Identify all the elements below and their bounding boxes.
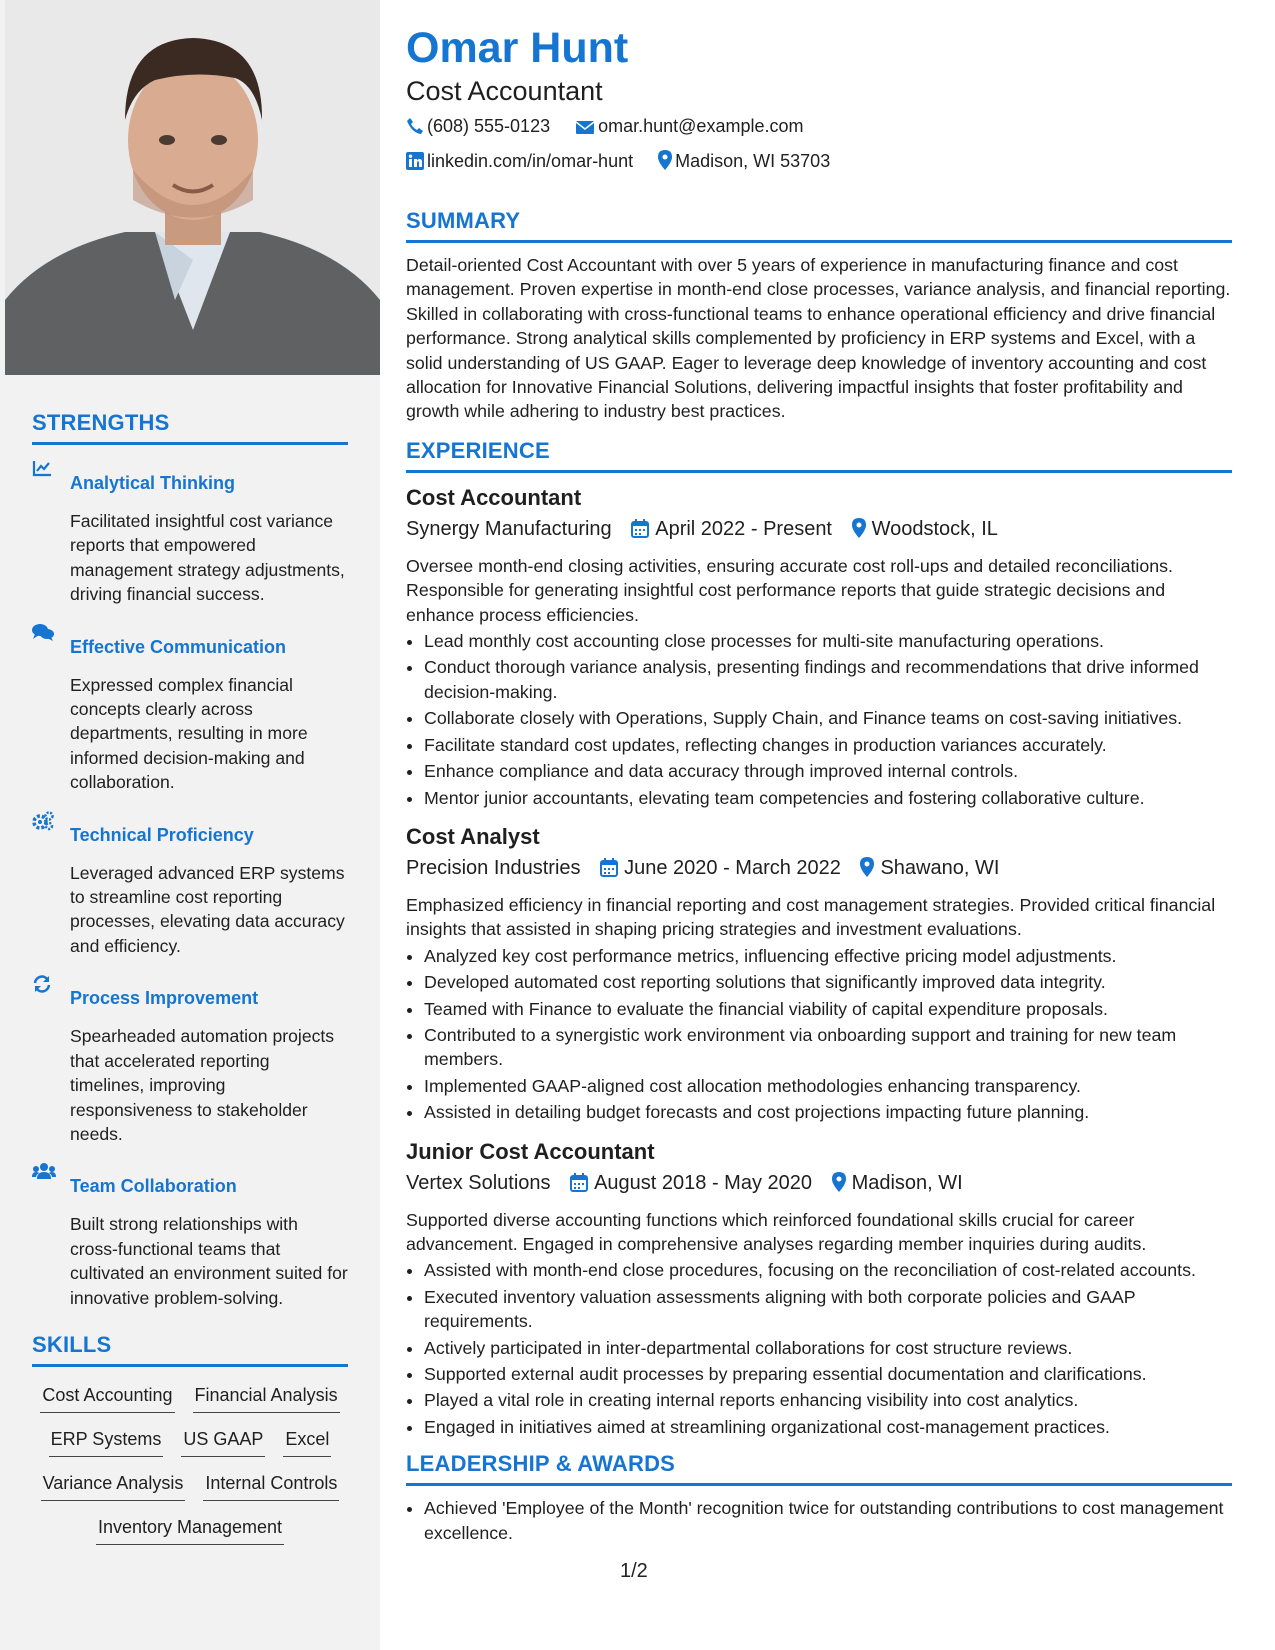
users-icon	[32, 1160, 70, 1310]
skills-list	[32, 1379, 348, 1545]
job-title: Cost Accountant	[406, 484, 582, 510]
awards-section	[406, 1451, 1232, 1545]
job-dates: April 2022 - Present	[655, 517, 832, 540]
job-entry	[406, 483, 1232, 810]
list-item: • Developed automated cost reporting solutions that significantly improved data integrity.	[424, 970, 1232, 994]
skill-tag: ERP Systems	[49, 1427, 164, 1457]
strength-description: Leveraged advanced ERP systems to streamline cost reporting processes, elevating data accuracy and efficiency.	[70, 862, 345, 956]
strength-name: Analytical Thinking	[70, 473, 236, 493]
job-dates: August 2018 - May 2020	[594, 1171, 813, 1194]
list-item: • Executed inventory valuation assessments aligning with both corporate policies and GAAP requirements.	[424, 1285, 1232, 1334]
chart-line-icon	[32, 457, 70, 607]
list-item: • Conduct thorough variance analysis, presenting findings and recommendations that drive informed decision-making.	[424, 655, 1232, 704]
job-description: Supported diverse accounting functions which reinforced foundational skills crucial for career advancement. Engaged in comprehensive analyses regarding member inquiries during audits.	[406, 1209, 1147, 1254]
company-name: Synergy Manufacturing	[406, 517, 612, 540]
comments-icon	[32, 621, 70, 795]
list-item: • Assisted in detailing budget forecasts and cost projections impacting future planning.	[424, 1100, 1232, 1124]
summary-text: Detail-oriented Cost Accountant with over 5 years of experience in manufacturing finance and cost management. Proven expertise in month-end close processes, variance analysis, and financial reporting. Skilled in collaborating with cross-functional teams to enhance operational efficiency and drive financial performance. Strong analytical skills complemented by proficiency in ERP systems and Excel, with a solid understanding of US GAAP. Eager to leverage deep knowledge of inventory accounting and cost allocation for Innovative Financial Solutions, delivering impactful insights that foster profitability and growth while adhering to industry best practices.	[406, 255, 1231, 422]
strength-name: Effective Communication	[70, 636, 287, 657]
list-item: • Enhance compliance and data accuracy through improved internal controls.	[424, 759, 1232, 783]
strength-name: Process Improvement	[70, 988, 259, 1009]
strength-item	[32, 972, 348, 1146]
job-bullets	[406, 944, 1232, 1125]
experience-section	[406, 438, 1232, 1439]
list-item: • Contributed to a synergistic work environment via onboarding support and training for new team members.	[424, 1023, 1232, 1072]
skill-tag: Excel	[283, 1427, 331, 1457]
location-pin-icon	[658, 148, 672, 180]
job-bullets	[406, 629, 1232, 810]
list-item: • Facilitate standard cost updates, reflecting changes in production variances accurately.	[424, 733, 1232, 757]
calendar-icon	[600, 855, 618, 887]
strength-item	[32, 457, 348, 607]
list-item: • Implemented GAAP-aligned cost allocation methodologies enhancing transparency.	[424, 1074, 1232, 1098]
job-location: Madison, WI	[851, 1171, 963, 1194]
skill-tag: Cost Accounting	[40, 1383, 174, 1413]
job-description: Oversee month-end closing activities, ensuring accurate cost roll-ups and detailed reconciliations. Responsible for generating insightful cost performance reports that guide strategic decisions and enhance process efficiencies.	[406, 555, 1173, 625]
skill-tag: Variance Analysis	[41, 1471, 186, 1501]
skill-tag: Inventory Management	[96, 1515, 284, 1545]
linkedin-icon	[406, 148, 424, 180]
email-link[interactable]: omar.hunt@example.com	[598, 116, 804, 136]
list-item: • Played a vital role in creating internal reports enhancing visibility into cost analytics.	[424, 1388, 1232, 1412]
awards-list	[406, 1496, 1232, 1545]
summary-section	[406, 208, 1232, 424]
profile-photo	[5, 0, 380, 375]
phone-icon	[406, 113, 424, 145]
list-item: • Collaborate closely with Operations, Supply Chain, and Finance teams on cost-saving initiatives.	[424, 706, 1232, 730]
location-pin-icon	[852, 516, 866, 548]
gears-icon	[32, 809, 70, 959]
email-icon	[575, 113, 595, 145]
calendar-icon	[631, 516, 649, 548]
strength-item	[32, 809, 348, 959]
main-content	[406, 22, 1232, 1547]
job-location: Woodstock, IL	[871, 517, 998, 540]
job-title: Cost Analyst	[406, 823, 540, 849]
phone-number[interactable]: (608) 555-0123	[427, 116, 551, 136]
location-text: Madison, WI 53703	[675, 151, 831, 171]
sidebar-content	[32, 410, 348, 1545]
list-item: • Analyzed key cost performance metrics, influencing effective pricing model adjustments.	[424, 944, 1232, 968]
contact-info	[406, 110, 1232, 180]
job-location: Shawano, WI	[880, 856, 1000, 879]
summary-heading: SUMMARY	[406, 208, 1232, 243]
job-entry	[406, 822, 1232, 1125]
experience-heading: EXPERIENCE	[406, 438, 1232, 473]
sidebar	[0, 0, 380, 1650]
list-item: • Engaged in initiatives aimed at streamlining organizational cost-management practices.	[424, 1415, 1232, 1439]
skill-tag: Financial Analysis	[193, 1383, 340, 1413]
skill-tag: US GAAP	[181, 1427, 265, 1457]
list-item: • Assisted with month-end close procedures, focusing on the reconciliation of cost-related accounts.	[424, 1258, 1232, 1282]
strength-name: Technical Proficiency	[70, 824, 254, 845]
calendar-icon	[570, 1170, 588, 1202]
strength-item	[32, 1160, 348, 1310]
list-item: • Actively participated in inter-departmental collaborations for cost structure reviews.	[424, 1336, 1232, 1360]
company-name: Precision Industries	[406, 856, 581, 879]
list-item: • Supported external audit processes by preparing essential documentation and clarifications.	[424, 1362, 1232, 1386]
candidate-name: Omar Hunt	[406, 24, 629, 72]
strength-description: Spearheaded automation projects that accelerated reporting timelines, improving responsiveness to stakeholder needs.	[70, 1026, 335, 1144]
location-pin-icon	[860, 855, 874, 887]
job-dates: June 2020 - March 2022	[624, 856, 841, 879]
job-bullets	[406, 1258, 1232, 1439]
strength-description: Built strong relationships with cross-functional teams that cultivated an environment suited for innovative problem-solving.	[70, 1214, 348, 1308]
job-description: Emphasized efficiency in financial reporting and cost management strategies. Provided critical financial insights that assisted in shaping pricing strategies and investment evaluations.	[406, 894, 1216, 940]
strength-description: Expressed complex financial concepts clearly across departments, resulting in more informed decision-making and collaboration.	[70, 674, 308, 793]
skills-heading: SKILLS	[32, 1332, 348, 1367]
job-entry	[406, 1137, 1232, 1440]
skill-tag: Internal Controls	[203, 1471, 339, 1501]
list-item: • Teamed with Finance to evaluate the financial viability of capital expenditure proposals.	[424, 997, 1232, 1021]
page-number: 1/2	[620, 1560, 648, 1582]
list-item: • Lead monthly cost accounting close processes for multi-site manufacturing operations.	[424, 629, 1232, 653]
strengths-heading: STRENGTHS	[32, 410, 348, 445]
strength-name: Team Collaboration	[70, 1176, 237, 1197]
location-pin-icon	[832, 1170, 846, 1202]
job-role: Cost Accountant	[406, 76, 603, 106]
list-item: • Mentor junior accountants, elevating team competencies and fostering collaborative culture.	[424, 786, 1232, 810]
strength-description: Facilitated insightful cost variance reports that empowered management strategy adjustments, driving financial success.	[70, 511, 345, 605]
job-title: Junior Cost Accountant	[406, 1138, 655, 1164]
strength-item	[32, 621, 348, 795]
sync-icon	[32, 972, 70, 1146]
awards-heading: LEADERSHIP & AWARDS	[406, 1451, 1232, 1486]
list-item: • Achieved 'Employee of the Month' recognition twice for outstanding contributions to cost management excellence.	[424, 1496, 1232, 1545]
company-name: Vertex Solutions	[406, 1171, 551, 1194]
linkedin-link[interactable]: linkedin.com/in/omar-hunt	[427, 151, 634, 171]
